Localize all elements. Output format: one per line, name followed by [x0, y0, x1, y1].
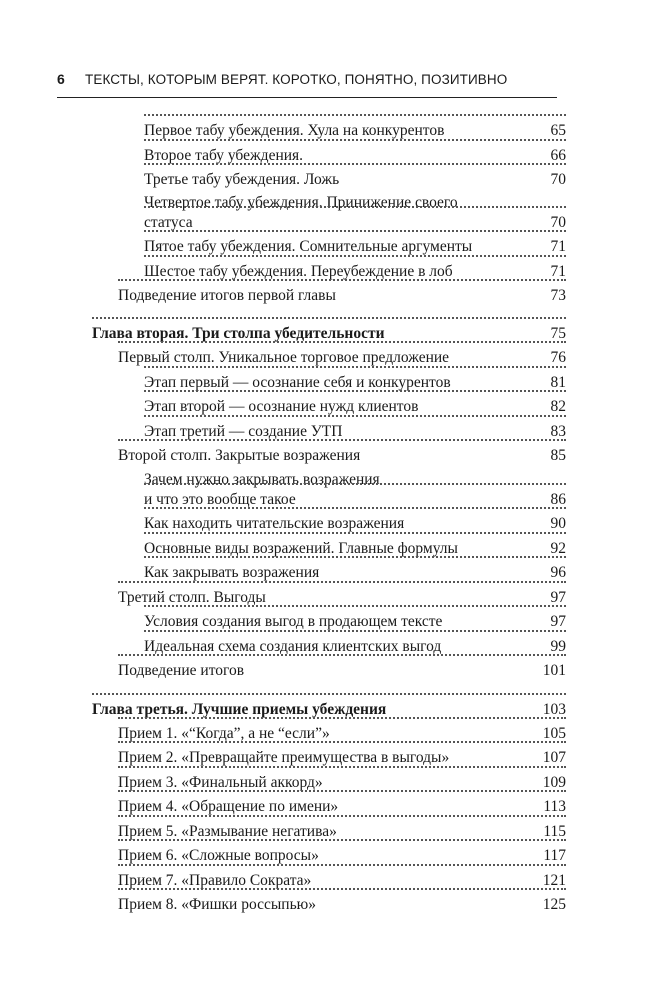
running-title: ТЕКСТЫ, КОТОРЫМ ВЕРЯТ. КОРОТКО, ПОНЯТНО, ПОЗИТИВНО: [85, 72, 508, 87]
toc-entry-page: 76: [546, 348, 567, 368]
toc-entry-title: Основные виды возражений. Главные формулы: [144, 539, 462, 559]
toc-entry-title: Второй столп. Закрытые возражения: [118, 446, 364, 466]
toc-entry-page: 82: [546, 397, 567, 417]
running-header: [57, 71, 557, 98]
toc-entry-title: и что это вообще такое: [144, 490, 300, 510]
toc-entry-page: 70: [546, 213, 567, 233]
toc-entry-title: Подведение итогов: [118, 661, 248, 681]
toc-entry-page: 90: [546, 514, 567, 534]
toc-entry-title: статуса: [144, 213, 197, 233]
toc-entry-page: 97: [546, 588, 567, 608]
toc-entry-title: Пятое табу убеждения. Сомнительные аргументы: [144, 237, 476, 257]
toc-entry-title: Прием 1. «“Когда”, а не “если”»: [118, 724, 334, 744]
toc-entry-title: Прием 7. «Правило Сократа»: [118, 871, 315, 891]
toc-entry-page: 97: [546, 612, 567, 632]
toc-entry-page: 70: [546, 170, 567, 190]
toc-entry-title: Прием 8. «Фишки россыпью»: [118, 895, 320, 915]
toc-entry-title: Как находить читательские возражения: [144, 514, 408, 534]
toc-entry-title: Этап третий — создание УТП: [144, 422, 346, 442]
toc-entry-page: 73: [546, 286, 567, 306]
toc-entry-page: 99: [546, 637, 567, 657]
toc-entry-title: Третье табу убеждения. Ложь: [144, 170, 343, 190]
toc-entry-page: 83: [546, 422, 567, 442]
toc-entry-title: Первое табу убеждения. Хула на конкурентов: [144, 121, 448, 141]
toc-entry-page: 117: [538, 846, 566, 866]
toc-entry-title: Первый столп. Уникальное торговое предложение: [118, 348, 453, 368]
toc-entry-title: Как закрывать возражения: [144, 563, 323, 583]
toc-entry-page: 101: [538, 661, 566, 681]
toc-entry-page: 115: [538, 822, 566, 842]
toc-chapter-title: Глава третья. Лучшие приемы убеждения: [92, 700, 390, 720]
toc-entry-page: 65: [546, 121, 567, 141]
toc-entry-title: Второе табу убеждения.: [144, 146, 307, 166]
toc-entry-page: 71: [546, 237, 567, 257]
toc-entry-title: Этап второй — осознание нужд клиентов: [144, 397, 422, 417]
toc-entry-title-line1: Зачем нужно закрывать возражения: [144, 471, 380, 488]
toc-entry-title: Этап первый — осознание себя и конкурентов: [144, 373, 455, 393]
toc-entry-page: 125: [538, 895, 566, 915]
toc-entry-page: 113: [538, 797, 566, 817]
toc-entry-page: 66: [546, 146, 567, 166]
toc-entry-title: Третий столп. Выгоды: [118, 588, 270, 608]
toc-entry-title: Прием 3. «Финальный аккорд»: [118, 773, 327, 793]
toc-entry-page: 96: [546, 563, 567, 583]
toc-entry-page: 92: [546, 539, 567, 559]
toc-entry-title-line1: Четвертое табу убеждения. Принижение своего: [144, 194, 458, 211]
toc-entry-page: 105: [538, 724, 566, 744]
toc-entry-page: 86: [546, 490, 567, 510]
toc-entry-title: Прием 4. «Обращение по имени»: [118, 797, 342, 817]
toc-entry-title: Прием 2. «Превращайте преимущества в выгоды»: [118, 748, 453, 768]
toc-entry-page: 81: [546, 373, 567, 393]
toc-entry-title: Прием 6. «Сложные вопросы»: [118, 846, 323, 866]
toc-entry-title: Идеальная схема создания клиентских выгод: [144, 637, 445, 657]
toc-entry-title: Подведение итогов первой главы: [118, 286, 340, 306]
toc-entry-page: 103: [538, 700, 566, 720]
toc-entry-page: 71: [546, 262, 567, 282]
toc-entry-page: 121: [538, 871, 566, 891]
toc-entry-page: 75: [546, 324, 567, 344]
toc-entry-page: 107: [538, 748, 566, 768]
toc-entry-title: Шестое табу убеждения. Переубеждение в лоб: [144, 262, 457, 282]
toc-entry-title: Прием 5. «Размывание негатива»: [118, 822, 341, 842]
toc-entry-page: 109: [538, 773, 566, 793]
page-number: 6: [57, 71, 65, 87]
toc-entry-title: Условия создания выгод в продающем тексте: [144, 612, 446, 632]
toc-entry-page: 85: [546, 446, 567, 466]
toc-chapter-title: Глава вторая. Три столпа убедительности: [92, 324, 389, 344]
